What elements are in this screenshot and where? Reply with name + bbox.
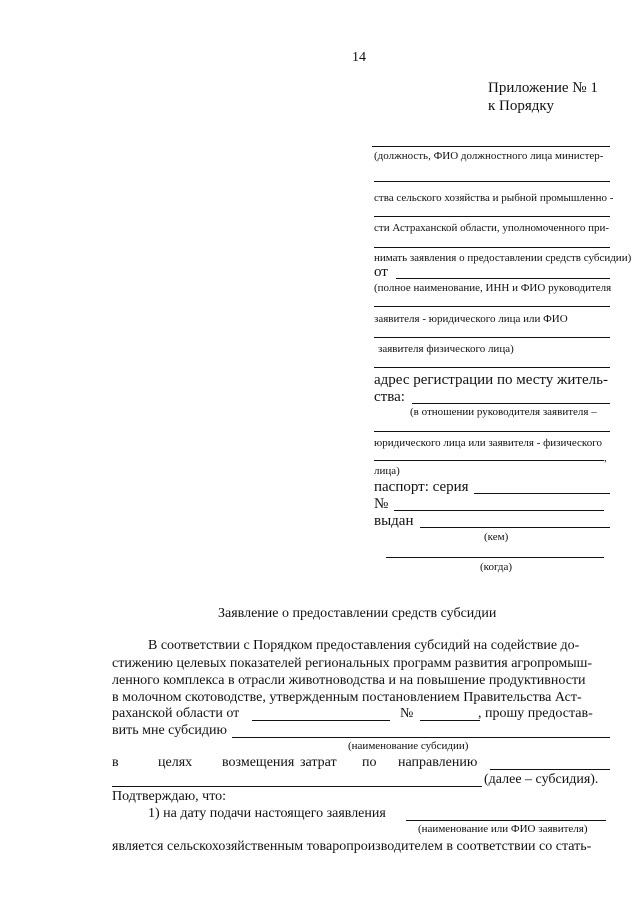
decree-number-line — [420, 720, 480, 721]
body-line-1: В соответствии с Порядком предоставления субсидий на содействие до- — [148, 638, 580, 653]
passport-number-label: № — [374, 496, 389, 512]
address-label-1: адрес регистрации по месту житель- — [374, 372, 608, 388]
hereinafter-text: (далее – субсидия). — [484, 772, 599, 787]
body-line-6: вить мне субсидию — [112, 723, 227, 738]
body-line-3: ленного комплекса в отрасли животноводства и на повышение продуктивности — [112, 673, 586, 688]
address-line-1 — [412, 403, 610, 404]
applicant-line-2 — [374, 337, 610, 338]
address-line-comma: , — [604, 452, 607, 464]
direction-line-1 — [490, 769, 610, 770]
body-line-2: стижению целевых показателей региональных программ развития агропромыш- — [112, 656, 593, 671]
addressee-note-4: нимать заявления о предоставлении средств субсидии) — [374, 252, 632, 264]
applicant-note-1: (полное наименование, ИНН и ФИО руководителя — [374, 282, 612, 294]
address-note-3: лица) — [374, 465, 400, 477]
purpose-word-3: возмещения — [222, 755, 295, 770]
addressee-line-2 — [374, 181, 610, 182]
addressee-note-3: сти Астраханской области, уполномоченного при- — [374, 222, 610, 234]
addressee-note-2: ства сельского хозяйства и рыбной промышленно - — [374, 192, 614, 204]
confirm-text: Подтверждаю, что: — [112, 789, 227, 804]
from-label: от — [374, 264, 388, 280]
passport-number-line — [394, 510, 604, 511]
passport-series-line — [474, 493, 610, 494]
subsidy-name-note: (наименование субсидии) — [348, 740, 469, 752]
issued-when-line — [386, 557, 604, 558]
applicant-line-1 — [374, 306, 610, 307]
addressee-line-1 — [372, 146, 610, 147]
address-note-1: (в отношении руководителя заявителя – — [410, 406, 597, 418]
subsidy-name-line — [232, 737, 610, 738]
addressee-note-1: (должность, ФИО должностного лица министер- — [374, 150, 604, 162]
passport-series-label: паспорт: серия — [374, 479, 469, 495]
address-line-2 — [374, 431, 610, 432]
purpose-word-2: целях — [158, 755, 193, 770]
body-last-line: является сельскохозяйственным товаропроизводителем в соответствии со стать- — [112, 839, 592, 854]
issued-when-note: (когда) — [480, 561, 513, 573]
address-line-3 — [374, 460, 604, 461]
issued-by-note: (кем) — [484, 531, 509, 543]
appendix-title: Приложение № 1 — [488, 80, 598, 96]
address-label-2: ства: — [374, 389, 405, 405]
applicant-note-3: заявителя физического лица) — [378, 343, 514, 355]
document-title: Заявление о предоставлении средств субсидии — [218, 606, 497, 621]
purpose-word-4: затрат — [300, 755, 337, 770]
address-note-2: юридического лица или заявителя - физического — [374, 437, 602, 449]
addressee-line-4 — [374, 247, 610, 248]
purpose-word-5: по — [362, 755, 377, 770]
appendix-subtitle: к Порядку — [488, 98, 554, 114]
issued-label: выдан — [374, 513, 414, 529]
direction-line-2 — [112, 786, 482, 787]
applicant-note-2: заявителя - юридического лица или ФИО — [374, 313, 568, 325]
issued-line — [420, 527, 610, 528]
decree-date-line — [252, 720, 390, 721]
from-line — [396, 278, 610, 279]
page-number: 14 — [352, 50, 366, 65]
addressee-line-3 — [374, 216, 610, 217]
item-1-text: 1) на дату подачи настоящего заявления — [148, 806, 386, 821]
applicant-name-note: (наименование или ФИО заявителя) — [418, 823, 588, 835]
body-line-5-start: раханской области от — [112, 706, 240, 721]
body-line-5-number: № — [400, 706, 414, 721]
body-line-4: в молочном скотоводстве, утвержденным постановлением Правительства Аст- — [112, 690, 582, 705]
applicant-name-line — [406, 820, 606, 821]
purpose-word-1: в — [112, 755, 119, 770]
purpose-word-6: направлению — [398, 755, 478, 770]
body-line-5-end: , прошу предостав- — [478, 706, 593, 721]
applicant-line-3 — [374, 367, 610, 368]
